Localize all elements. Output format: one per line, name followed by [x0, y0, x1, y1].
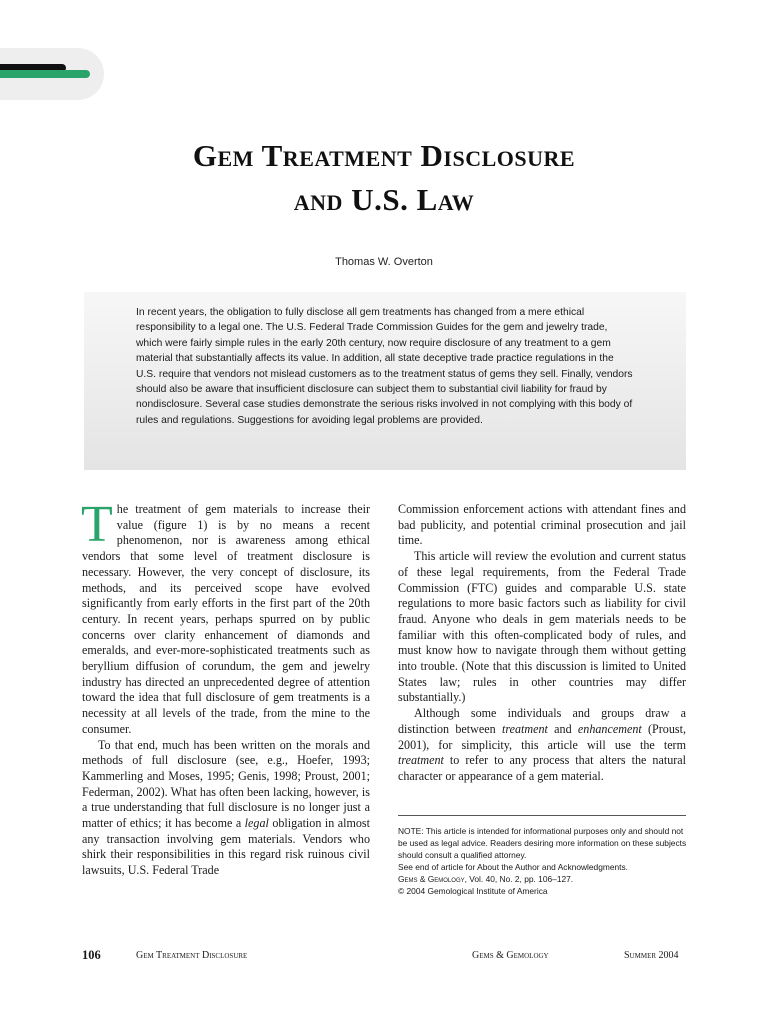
- article-title: [0, 134, 768, 222]
- paragraph-1-text: he treatment of gem materials to increase their value (figure 1) is by no means a recent phenomenon, nor is awareness among ethical vendors that some level of treatment disclosure is necessary. However, the very concept of disclosure, its methods, and its perceived scope have evolved significantly from early efforts in the first part of the 20th century. In recent years, perhaps spurred on by public concerns over clarity enhancement of diamonds and emeralds, and ever-more-sophisticated treatments such as beryllium diffusion of corundum, the gem and jewelry industry has directed an unprecedented degree of attention toward the idea that full disclosure of gem treatments is a necessity at all levels of the trade, from the mine to the consumer.: [82, 502, 370, 736]
- paragraph-5: [398, 706, 686, 785]
- drop-cap: T: [81, 496, 113, 553]
- paragraph-5-text-a: Although some individuals and groups draw a distinction between: [398, 706, 686, 736]
- article-note: [398, 825, 688, 897]
- note-copyright: © 2004 Gemological Institute of America: [398, 886, 548, 896]
- paragraph-5-emphasis-3: treatment: [398, 753, 444, 768]
- title-line-2: and U.S. Law: [293, 182, 475, 217]
- issue-season: Summer 2004: [624, 950, 679, 961]
- paragraph-5-text-c: (Proust, 2001), for simplicity, this article will use the term: [398, 721, 686, 752]
- paragraph-5-emphasis-1: treatment: [501, 721, 548, 736]
- paragraph-2-text-a: To that end, much has been written on the morals and methods of full disclosure (see, e.g., Hoefer, 1993; Kammerling and Moses, 1995; Genis, 1998; Proust, 2001; Federman, 2002). What has often been lacking, however, is a true understanding that full disclosure is no longer just a matter of ethics; it has become a: [82, 737, 370, 831]
- author-name: Thomas W. Overton: [335, 256, 433, 268]
- title-line-1: Gem Treatment Disclosure: [192, 138, 576, 173]
- note-citation-journal: Gems & Gemology: [398, 874, 465, 884]
- note-disclaimer: NOTE: This article is intended for informational purposes only and should not be used as legal advice. Readers desiring more information on these subjects should consult a qualified attorney.: [398, 826, 687, 860]
- note-citation-details: , Vol. 40, No. 2, pp. 106–127.: [464, 874, 574, 884]
- running-title: Gem Treatment Disclosure: [136, 950, 248, 961]
- abstract: In recent years, the obligation to fully disclose all gem treatments has changed from a mere ethical responsibility to a legal one. The U.S. Federal Trade Commission Guides for the gem and jewelry trade, which were fairly simple rules in the early 20th century, now require disclosure of any treatment to a gem material that substantially affects its value. In addition, all state deceptive trade practice regulations in the U.S. require that vendors not mislead customers as to the treatment status of gems they sell. Finally, vendors should also be aware that insufficient disclosure can subject them to substantial civil liability for fraud by nondisclosure. Several case studies demonstrate the serious risks involved in not complying with this body of rules and regulations. Suggestions for avoiding legal problems are provided.: [136, 307, 633, 426]
- paragraph-5-text-b: and: [547, 721, 578, 736]
- paragraph-2-text-b: obligation in almost any transaction involving gem materials. Vendors who shirk their responsibilities in this regard risk ruinous civil lawsuits, U.S. Federal Trade: [82, 816, 370, 878]
- paragraph-5-text-d: to refer to any process that alters the natural character or appearance of a gem material.: [398, 753, 686, 783]
- note-author-ref: See end of article for About the Author and Acknowledgments.: [398, 862, 628, 872]
- paragraph-5-emphasis-2: enhancement: [577, 721, 642, 736]
- paragraph-2: [82, 738, 370, 879]
- paragraph-2-emphasis: legal: [244, 816, 269, 831]
- paragraph-1: [81, 496, 370, 738]
- paragraph-3: Commission enforcement actions with attendant fines and bad publicity, and potential criminal prosecution and jail time.: [398, 502, 686, 548]
- note-divider: [398, 815, 686, 816]
- corner-bar-green: [0, 70, 90, 78]
- body-column-left: [81, 496, 370, 912]
- journal-name: Gems & Gemology: [472, 950, 549, 961]
- page-number: 106: [82, 948, 101, 962]
- paragraph-4: This article will review the evolution and current status of these legal requirements, from the Federal Trade Commission (FTC) guides and comparable U.S. state regulations to more basic factors such as liability for civil fraud. Anyone who deals in gem materials needs to be familiar with this often-complicated body of rules, and must know how to navigate through them without getting into trouble. (Note that this discussion is limited to United States law; rules in other countries may differ substantially.): [398, 549, 686, 705]
- note-citation: [398, 873, 688, 885]
- body-column-right: [398, 502, 686, 785]
